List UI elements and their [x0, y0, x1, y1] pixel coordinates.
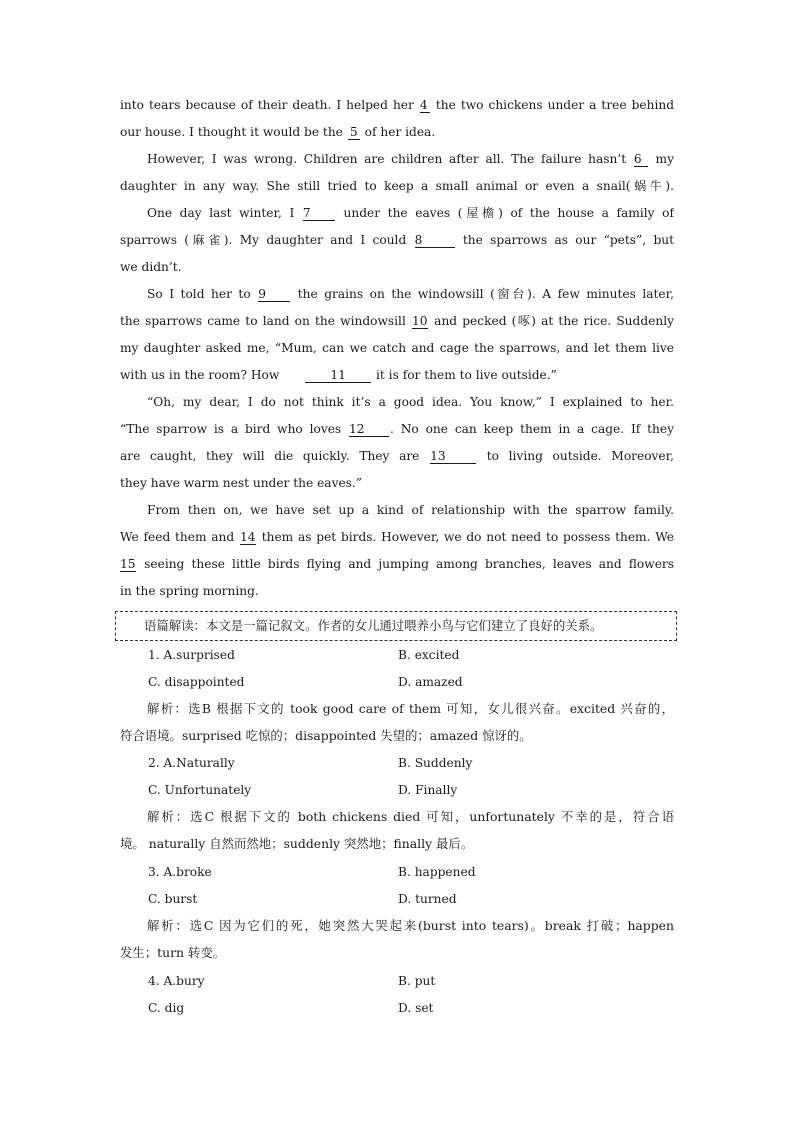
- option-c: C. disappointed: [148, 675, 245, 689]
- passage-line: they have warm nest under the eaves.”: [120, 476, 363, 490]
- blank-7: 7: [303, 206, 335, 221]
- passage-line: in the spring morning.: [120, 584, 259, 598]
- option-a: 2. A.Naturally: [148, 756, 235, 770]
- explanation-line: 解析：选C 根据下文的 both chickens died 可知，unfortunately 不幸的是，符合语: [147, 809, 674, 824]
- option-d: D. set: [398, 1001, 434, 1015]
- passage-line: However, I was wrong. Children are children after all. The failure hasn’t 6 my: [147, 152, 674, 166]
- passage-line: daughter in any way. She still tried to keep a small animal or even a snail(蜗牛).: [120, 179, 674, 193]
- explanation-line: 解析：选C 因为它们的死，她突然大哭起来(burst into tears)。break 打破；happen: [147, 918, 674, 933]
- blank-9: 9: [258, 287, 290, 302]
- blank-4: 4: [420, 98, 430, 113]
- summary-text: 语篇解读：本文是一篇记叙文。作者的女儿通过喂养小鸟与它们建立了良好的关系。: [144, 618, 603, 633]
- passage-line: So I told her to 9 the grains on the windowsill (窗台). A few minutes later,: [147, 287, 674, 301]
- passage-line: we didn’t.: [120, 260, 182, 274]
- option-d: D. turned: [398, 892, 457, 906]
- passage-line: our house. I thought it would be the 5 of her idea.: [120, 125, 436, 139]
- passage-line: sparrows (麻雀). My daughter and I could 8 the sparrows as our “pets”, but: [120, 233, 674, 247]
- blank-10: 10: [412, 314, 428, 328]
- blank-8: 8: [415, 233, 455, 248]
- option-d: D. Finally: [398, 783, 458, 797]
- blank-13: 13: [430, 449, 476, 464]
- blank-12: 12: [349, 422, 389, 437]
- passage-line: the sparrows came to land on the windowsill 10 and pecked (啄) at the rice. Suddenly: [120, 314, 674, 328]
- option-b: B. happened: [398, 865, 476, 879]
- passage-line: with us in the room? How 11 it is for them to live outside.”: [120, 368, 557, 382]
- blank-11: 11: [305, 368, 371, 383]
- explanation-line: 符合语境。surprised 吃惊的；disappointed 失望的；amazed 惊讶的。: [120, 728, 532, 743]
- option-b: B. put: [398, 974, 436, 988]
- passage-line: “Oh, my dear, I do not think it’s a good idea. You know,” I explained to her.: [147, 395, 674, 409]
- option-d: D. amazed: [398, 675, 463, 689]
- option-c: C. dig: [148, 1001, 185, 1015]
- passage-line: my daughter asked me, “Mum, can we catch and cage the sparrows, and let them live: [120, 341, 674, 355]
- option-b: B. excited: [398, 648, 460, 662]
- blank-14: 14: [239, 530, 256, 544]
- passage-line: We feed them and 14 them as pet birds. However, we do not need to possess them. We: [120, 530, 674, 544]
- option-a: 3. A.broke: [148, 865, 212, 879]
- passage-line: “The sparrow is a bird who loves 12 . No one can keep them in a cage. If they: [120, 422, 674, 436]
- blank-6: 6: [634, 152, 648, 167]
- passage-line: are caught, they will die quickly. They are 13 to living outside. Moreover,: [120, 449, 674, 463]
- option-a: 4. A.bury: [148, 974, 205, 988]
- blank-15: 15: [120, 557, 136, 571]
- passage-line: into tears because of their death. I helped her 4 the two chickens under a tree behind: [120, 98, 674, 112]
- passage-line: One day last winter, I 7 under the eaves (屋檐) of the house a family of: [147, 206, 674, 220]
- passage-line: From then on, we have set up a kind of relationship with the sparrow family.: [147, 503, 674, 517]
- option-a: 1. A.surprised: [148, 648, 235, 662]
- summary-box: [115, 611, 677, 641]
- explanation-line: 境。 naturally 自然而然地；suddenly 突然地；finally 最后。: [120, 836, 474, 851]
- explanation-line: 解析：选B 根据下文的 took good care of them 可知，女儿很兴奋。excited 兴奋的，: [147, 701, 674, 716]
- option-c: C. burst: [148, 892, 198, 906]
- option-b: B. Suddenly: [398, 756, 473, 770]
- passage-line: 15 seeing these little birds flying and jumping among branches, leaves and flowers: [120, 557, 674, 571]
- explanation-line: 发生；turn 转变。: [120, 945, 226, 960]
- blank-5: 5: [348, 125, 360, 140]
- option-c: C. Unfortunately: [148, 783, 252, 797]
